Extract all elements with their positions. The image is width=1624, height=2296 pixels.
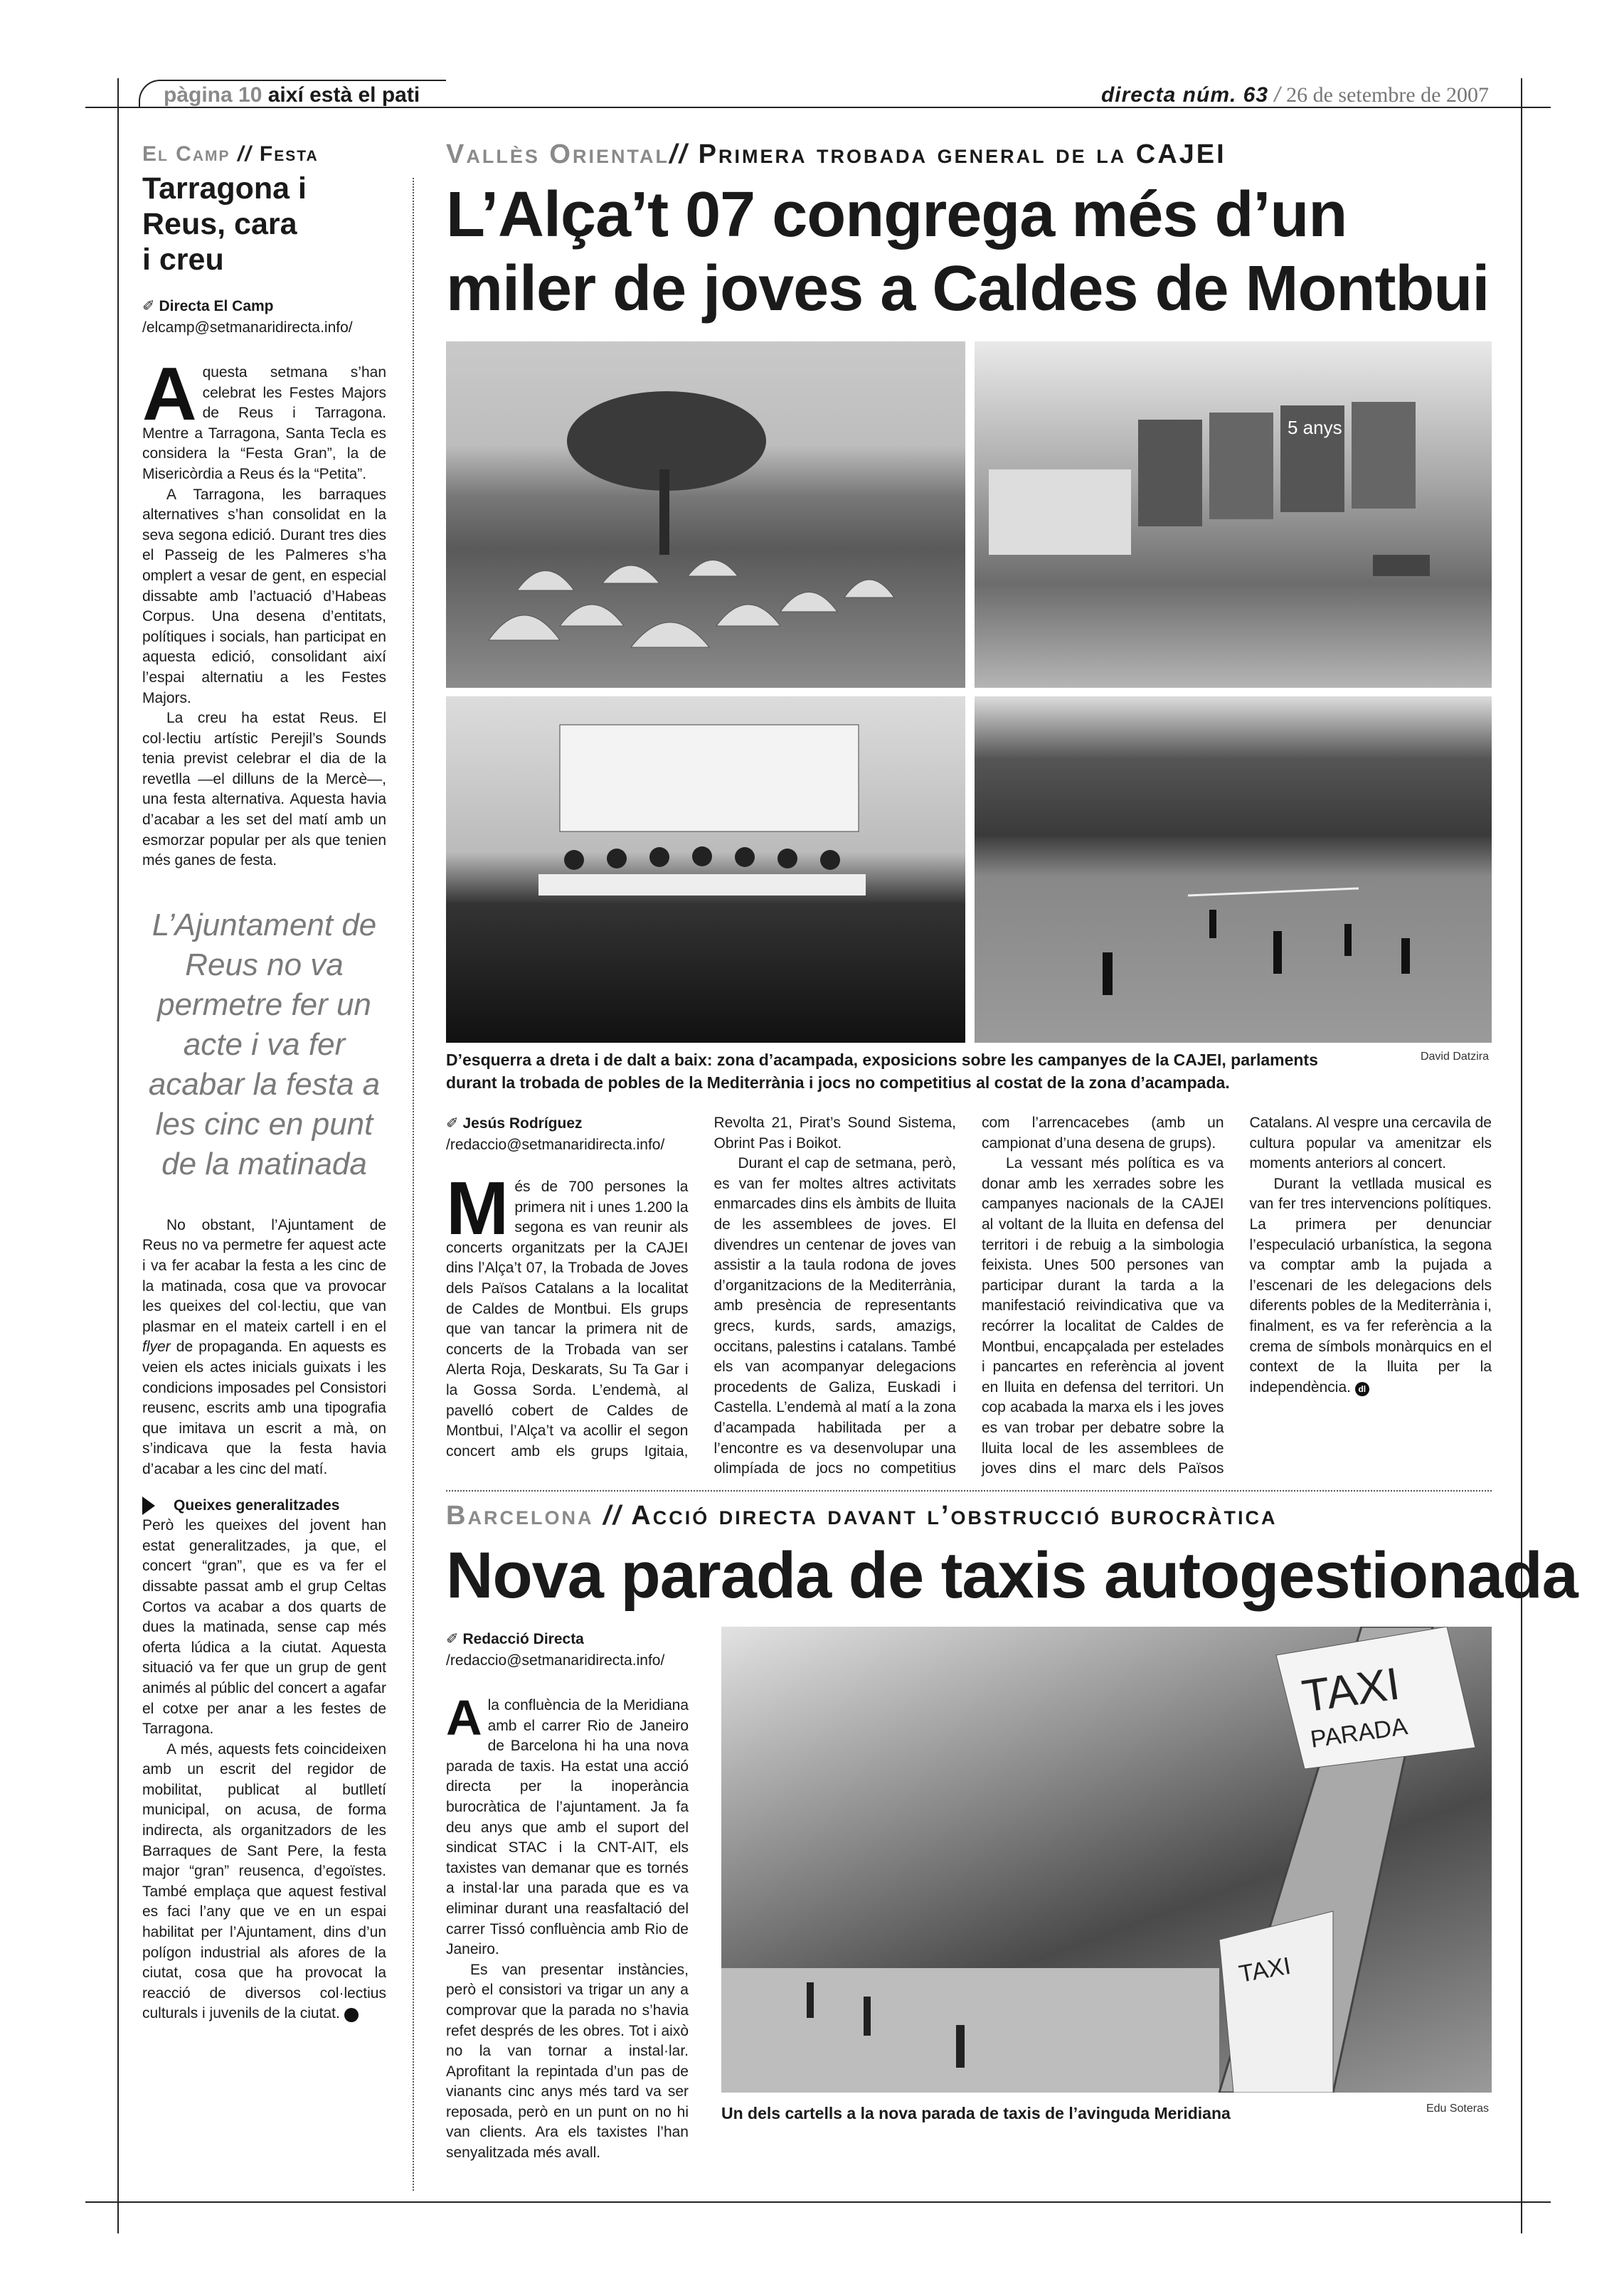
column-divider — [413, 178, 414, 2191]
paragraph: Durant el cap de setmana, però, es van fer moltes altres activitats enmarcades dins els àmbits de lluita de les assemblees de joves. El divendres un centenar de joves van assistir a la taula rodona de joves d’organitzacions de la Mediterrània, amb presència de representants grecs, kurds, sards, amazigs, occitans, palestins i catalans. També els van acompanyar delegacions procedents de Galiza, Euskadi i Castella. L’endemà al matí a la zona d’acampada habilitada per a l’encontre es va desenvolupar una olimpíada de jocs no competitius com l’arrencacebes (amb un campionat d’una desena de grups). — [713, 1115, 1224, 1477]
kicker-separator: // — [237, 142, 253, 166]
kicker-topic: Festa — [259, 142, 319, 166]
left-byline — [142, 296, 386, 339]
section-name: així està el pati — [267, 83, 420, 107]
paragraph — [1250, 1174, 1492, 1398]
taxi-photo-caption: Un dels cartells a la nova parada de taxis de l’avinguda Meridiana — [721, 2104, 1231, 2122]
kicker-separator: // — [669, 139, 689, 169]
paragraph: A Tarragona, les barraques alternatives s’han consolidat en la seva segona edició. Durant tres dies el Passeig de les Palmeres s’ha omplert a vesar de gent, en especial dissabte amb l’actuació d’Habeas Corpus. Una desena d’entitats, polítiques i socials, han participat en aquesta edició, consolidant així l’espai alternatiu a les Festes Majors. — [142, 486, 386, 706]
paragraph: La creu ha estat Reus. El col·lectiu artístic Perejil’s Sounds tenia previst celebrar el dia de la revetlla —el dilluns de la Mercè—, una festa alternativa. Aquesta havia d’acabar a les set del matí amb un esmorzar popular per als que tenien més ganes de festa. — [142, 710, 386, 869]
paragraph-text: No obstant, l’Ajuntament de Reus no va permetre fer aquest acte i va fer acabar la festa a les cinc de la matinada, cosa que va provocar les queixes del col·lectiu, que van plasmar en el mateix cartell i en el — [142, 1216, 386, 1335]
paragraph — [142, 352, 386, 485]
main-byline — [446, 1113, 689, 1156]
exhibition-illustration — [975, 341, 1492, 688]
paragraph-text: Durant la vetllada musical es van fer tres intervencions polítiques. La primera per denunciar l’especulació urbanística, la segona va comptar amb la pujada a l’escenari de les delegacions dels diferents pobles de la Mediterrània i, finalment, es va fer referència a la crema de símbols monàrquics en el context de la lluita per la independència. — [1249, 1175, 1492, 1396]
paragraph-text: la confluència de la Meridiana amb el carrer Rio de Janeiro de Barcelona hi ha una nova parada de taxis. Ha estat una acció directa per la inoperància burocràtica de l’ajuntament. Ja fa deu anys que amb el suport del sindicat STAC i la CNT-AIT, els taxistes van demanar que es tornés a instal·lar una parada que es va eliminar durant una reasfaltació del carrer Tissó confluència amb Rio de Janeiro. — [446, 1697, 689, 1958]
pen-nib-icon: ✐ — [446, 1115, 459, 1132]
pull-quote: L’Ajuntament de Reus no va permetre fer un acte i va fer acabar la festa a les cinc en punt de la matinada — [148, 907, 381, 1181]
kicker-separator: // — [603, 1501, 623, 1531]
header-separator: / — [1274, 83, 1280, 107]
publication-issue: directa núm. 63 — [1100, 83, 1269, 107]
publication-date: 26 de setembre de 2007 — [1286, 83, 1489, 107]
drop-cap: A — [142, 352, 197, 436]
left-headline: Tarragona i Reus, cara i creu — [142, 171, 307, 277]
drop-cap: A — [446, 1690, 482, 1745]
section-divider — [446, 1490, 1492, 1492]
left-article-body — [142, 352, 386, 2024]
main-photo-caption: D’esquerra a dreta i de dalt a baix: zona d’acampada, exposicions sobre les campanyes de la CAJEI, parlaments durant la trobada de pobles de la Mediterrània i jocs no competitius al costat de la zona d’acampada. — [446, 1051, 1318, 1092]
left-margin-rule — [117, 78, 119, 2233]
games-illustration — [975, 696, 1492, 1043]
kicker-topic: Acció directa davant l’obstrucció burocràtica — [631, 1501, 1278, 1531]
page-header-left — [164, 83, 420, 107]
taxi-sign-photo — [721, 1627, 1492, 2093]
author-name: Jesús Rodríguez — [462, 1115, 583, 1132]
author-email[interactable]: /redaccio@setmanaridirecta.info/ — [446, 1137, 665, 1153]
sign-text-taxi-lower: TAXI — [1236, 1952, 1293, 1988]
paragraph: La vessant més política es va donar amb les xerrades sobre les campanyes nacionals de la CAJEI al voltant de la lluita en defensa del territori i de rebuig a la simbologia feixista. Unes 500 persones van participar durant la tarda a la manifestació reivindicativa que va recórrer la localitat de Caldes de Montbui, encapçalada per estelades i pancartes en referència al jovent en lluita en defensa del territori. Un cop acabada la marxa els i les joves es van trobar per debatre sobre la lluita local de les assemblees de joves dins el marc dels Països Catalans. Al vespre una cercavila de cultura popular va amenitzar els moments anteriors al concert. — [982, 1115, 1492, 1477]
end-mark-icon: dl — [1355, 1382, 1369, 1396]
main-kicker — [446, 139, 1226, 170]
paragraph: Però les queixes del jovent han estat generalitzades, ja que, el concert “gran”, que es va fer el dissabte passat amb el grup Celtas Cortos va acabar a dos quarts de dues la matinada, sense cap més oferta lúdica a la ciutat. Aquesta situació va fer que un grup de gent animés al públic del concert a agafar el cotxe per anar a les festes de Tarragona. — [142, 1517, 386, 1738]
sign-text-parada: PARADA — [1308, 1713, 1410, 1753]
author-email[interactable]: /elcamp@setmanaridirecta.info/ — [142, 319, 353, 336]
author-email[interactable]: /redaccio@setmanaridirecta.info/ — [446, 1652, 665, 1669]
main-headline: L’Alça’t 07 congrega més d’un miler de joves a Caldes de Montbui — [446, 179, 1490, 324]
page-number: pàgina 10 — [164, 83, 262, 107]
taxi-photo-credit: Edu Soteras — [1426, 2103, 1489, 2115]
second-article-body — [446, 1629, 689, 2164]
taxi-sign-illustration — [721, 1627, 1492, 2093]
second-byline — [446, 1629, 689, 1671]
panel-sign-text: 5 anys — [1288, 417, 1342, 438]
exhibition-panels-photo — [975, 341, 1492, 688]
left-kicker — [142, 142, 386, 166]
speeches-illustration — [446, 696, 965, 1043]
author-name: Directa El Camp — [159, 298, 274, 314]
kicker-place: Vallès Oriental — [446, 139, 669, 169]
end-mark-icon: dl — [344, 2008, 359, 2022]
kicker-place: El Camp — [142, 142, 230, 166]
subhead — [142, 1496, 386, 1516]
paragraph-text: de propaganda. En aquests es veien els actes inicials guixats i les condicions imposades pel Consistori reusenc, escrits amb una tipografia que imitava un escrit a mà, on s’indicava que la festa havia d’acabar a les cinc del matí. — [142, 1339, 386, 1477]
kicker-place: Barcelona — [446, 1501, 594, 1531]
paragraph — [446, 1690, 689, 1960]
bottom-rule — [85, 2201, 1551, 2203]
campsite-tents-photo — [446, 341, 965, 688]
triangle-bullet-icon — [142, 1497, 155, 1515]
second-kicker — [446, 1501, 1277, 1531]
italic-term: flyer — [142, 1339, 171, 1356]
games-field-photo — [975, 696, 1492, 1043]
paragraph-text: A més, aquests fets coincideixen amb un escrit del regidor de mobilitat, publicat al butlletí municipal, on acusa, de forma indirecta, als organitzadors de les Barraques de Sant Pere, la festa major “gran” reusenca, d’egoïstes. També emplaça que aquest festival es faci l’any que ve en un espai habilitat per l’Ajuntament, dins d’un polígon industrial als afores de la ciutat, cosa que ha provocat la reacció de diversos col·lectius culturals i juvenils de la ciutat. — [142, 1740, 386, 2022]
main-article-body — [446, 1113, 1492, 1483]
subhead-text: Queixes generalitzades — [174, 1497, 340, 1514]
speeches-panel-photo — [446, 696, 965, 1043]
pen-nib-icon: ✐ — [446, 1631, 459, 1647]
kicker-topic: Primera trobada general de la CAJEI — [698, 139, 1226, 169]
main-photo-credit: David Datzira — [1420, 1051, 1489, 1063]
paragraph: Es van presentar instàncies, però el consistori va trigar un any a comprovar que la parada no s’havia refet després de les obres. Tot i això no la van tornar a instal·lar. Aprofitant la repintada d’un pas de vianants cinc anys més tard va ser reposada, però en un punt on no hi van clients. Ara els taxistes l’han senyalitzada més avall. — [446, 1961, 689, 2162]
paragraph-text: és de 700 persones la primera nit i unes 1.200 la segona es van reunir als concerts organitzats per la CAJEI dins l’Alça’t 07, la Trobada de Joves dels Països Catalans a la localitat de Caldes de Montbui. Els grups que van tancar la primera nit de concerts de la Trobada van ser Alerta Roja, Deskarats, Su Ta Gar i la Gossa Sorda. L’endemà, al pavelló cobert de Caldes de Montbui, l’Alça’t va acollir el segon concert amb els grups Igitaia, Revolta 21, Pirat’s Sound Sistema, Obrint Pas i Boikot. — [446, 1115, 956, 1460]
right-margin-rule — [1521, 78, 1522, 2233]
sign-text-taxi: TAXI — [1298, 1657, 1403, 1722]
paragraph-text: questa setmana s’han celebrat les Festes Majors de Reus i Tarragona. Mentre a Tarragona, Santa Tecla es considera la “Festa Gran”, la de Misericòrdia a Reus és la “Petita”. — [142, 364, 386, 482]
page-header-right — [1101, 83, 1489, 107]
paragraph — [142, 1216, 386, 1480]
left-article — [142, 142, 386, 2024]
pen-nib-icon: ✐ — [142, 298, 155, 314]
drop-cap: M — [446, 1166, 509, 1250]
paragraph — [142, 1740, 386, 2024]
second-headline: Nova parada de taxis autogestionada — [446, 1539, 1578, 1612]
author-name: Redacció Directa — [462, 1631, 584, 1647]
campsite-illustration — [446, 341, 965, 688]
